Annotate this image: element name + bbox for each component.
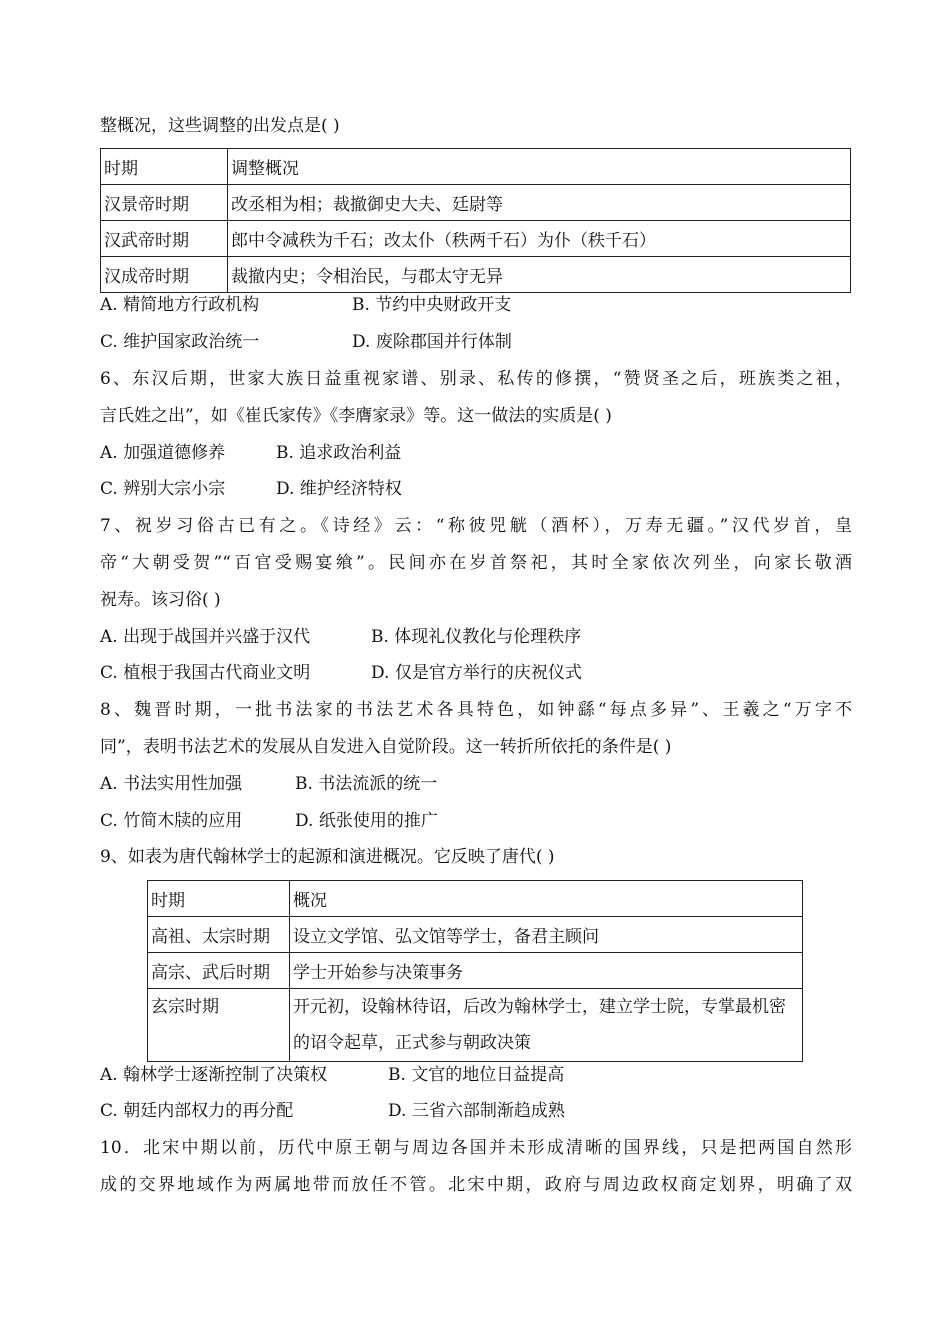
option-b[interactable]: B. 文官的地位日益提高: [388, 1065, 565, 1085]
option-b[interactable]: B. 书法流派的统一: [295, 774, 438, 794]
option-a[interactable]: A. 出现于战国并兴盛于汉代: [100, 627, 311, 647]
option-d[interactable]: D. 维护经济特权: [276, 479, 402, 499]
table-header-cell: 调整概况: [228, 149, 851, 185]
table-cell: 高宗、武后时期: [148, 953, 290, 989]
q5-intro: 整概况，这些调整的出发点是( ): [100, 116, 340, 136]
q6-stem-line: 6、东汉后期，世家大族日益重视家谱、别录、私传的修撰，“赞贤圣之后，班族类之祖，: [100, 369, 852, 389]
q7-stem-line: 帝“大朝受贺”“百官受赐宴飨”。民间亦在岁首祭祀，其时全家依次列坐，向家长敬酒: [100, 553, 852, 573]
option-a[interactable]: A. 精简地方行政机构: [100, 295, 260, 315]
q9-table: [147, 880, 803, 1062]
q6-stem-line: 言氏姓之出”，如《崔氏家传》《李膺家录》等。这一做法的实质是( ): [100, 406, 612, 426]
table-row: [148, 917, 803, 953]
table-cell: 设立文学馆、弘文馆等学士，备君主顾问: [290, 917, 803, 953]
table-row: [101, 221, 851, 257]
q7-options-row-2: [100, 662, 582, 684]
option-c[interactable]: C. 竹简木牍的应用: [100, 811, 243, 831]
q6-options-row-2: [100, 478, 402, 500]
table-cell: 汉景帝时期: [101, 185, 228, 221]
option-c[interactable]: C. 植根于我国古代商业文明: [100, 663, 311, 683]
q10-stem-line: 成的交界地域作为两属地带而放任不管。北宋中期，政府与周边政权商定划界，明确了双: [100, 1175, 852, 1195]
q9-stem: 9、如表为唐代翰林学士的起源和演进概况。它反映了唐代( ): [100, 847, 555, 867]
q5-options-row-2: [100, 331, 512, 353]
q8-options-row-1: [100, 773, 437, 795]
table-cell: 学士开始参与决策事务: [290, 953, 803, 989]
table-header-cell: 概况: [290, 881, 803, 917]
table-cell: 汉武帝时期: [101, 221, 228, 257]
option-d[interactable]: D. 三省六部制渐趋成熟: [388, 1101, 565, 1121]
q8-stem-line: 8、魏晋时期，一批书法家的书法艺术各具特色，如钟繇“每点多异”、王羲之“万字不: [100, 700, 852, 720]
table-cell: 高祖、太宗时期: [148, 917, 290, 953]
q9-options-row-1: [100, 1064, 564, 1086]
q8-stem-line: 同”，表明书法艺术的发展从自发进入自觉阶段。这一转折所依托的条件是( ): [100, 737, 672, 757]
option-a[interactable]: A. 书法实用性加强: [100, 774, 243, 794]
table-cell: 郎中令减秩为千石；改太仆（秩两千石）为仆（秩千石）: [228, 221, 851, 257]
q9-options-row-2: [100, 1100, 565, 1122]
option-a[interactable]: A. 翰林学士逐渐控制了决策权: [100, 1065, 328, 1085]
table-cell: 玄宗时期: [148, 989, 290, 1062]
q5-options-row-1: [100, 294, 511, 316]
table-cell: 改丞相为相；裁撤御史大夫、廷尉等: [228, 185, 851, 221]
table-row: [101, 185, 851, 221]
table-cell: 汉成帝时期: [101, 257, 228, 293]
option-d[interactable]: D. 仅是官方举行的庆祝仪式: [371, 663, 582, 683]
q7-stem-line: 祝寿。该习俗( ): [100, 590, 221, 610]
q6-options-row-1: [100, 442, 401, 464]
table-header-cell: 时期: [101, 149, 228, 185]
q7-stem-line: 7、祝岁习俗古已有之。《诗经》云：“称彼兕觥（酒杯），万寿无疆。”汉代岁首，皇: [100, 516, 852, 536]
option-c[interactable]: C. 辨别大宗小宗: [100, 479, 226, 499]
option-d[interactable]: D. 废除郡国并行体制: [352, 332, 512, 352]
option-b[interactable]: B. 追求政治利益: [276, 443, 402, 463]
table-header-row: [148, 881, 803, 917]
table-cell: 裁撤内史；令相治民，与郡太守无异: [228, 257, 851, 293]
table-cell: 开元初，设翰林待诏，后改为翰林学士，建立学士院，专掌最机密的诏令起草，正式参与朝政决策: [290, 989, 803, 1062]
q7-options-row-1: [100, 626, 581, 648]
table-header-cell: 时期: [148, 881, 290, 917]
q8-options-row-2: [100, 810, 438, 832]
q10-stem-line: 10．北宋中期以前，历代中原王朝与周边各国并未形成清晰的国界线，只是把两国自然形: [100, 1138, 852, 1158]
q5-table: [100, 148, 851, 293]
option-d[interactable]: D. 纸张使用的推广: [295, 811, 438, 831]
table-header-row: [101, 149, 851, 185]
option-c[interactable]: C. 维护国家政治统一: [100, 332, 260, 352]
table-row: [101, 257, 851, 293]
option-b[interactable]: B. 体现礼仪教化与伦理秩序: [371, 627, 582, 647]
option-b[interactable]: B. 节约中央财政开支: [352, 295, 512, 315]
table-row: [148, 989, 803, 1062]
option-c[interactable]: C. 朝廷内部权力的再分配: [100, 1101, 294, 1121]
table-row: [148, 953, 803, 989]
option-a[interactable]: A. 加强道德修养: [100, 443, 226, 463]
